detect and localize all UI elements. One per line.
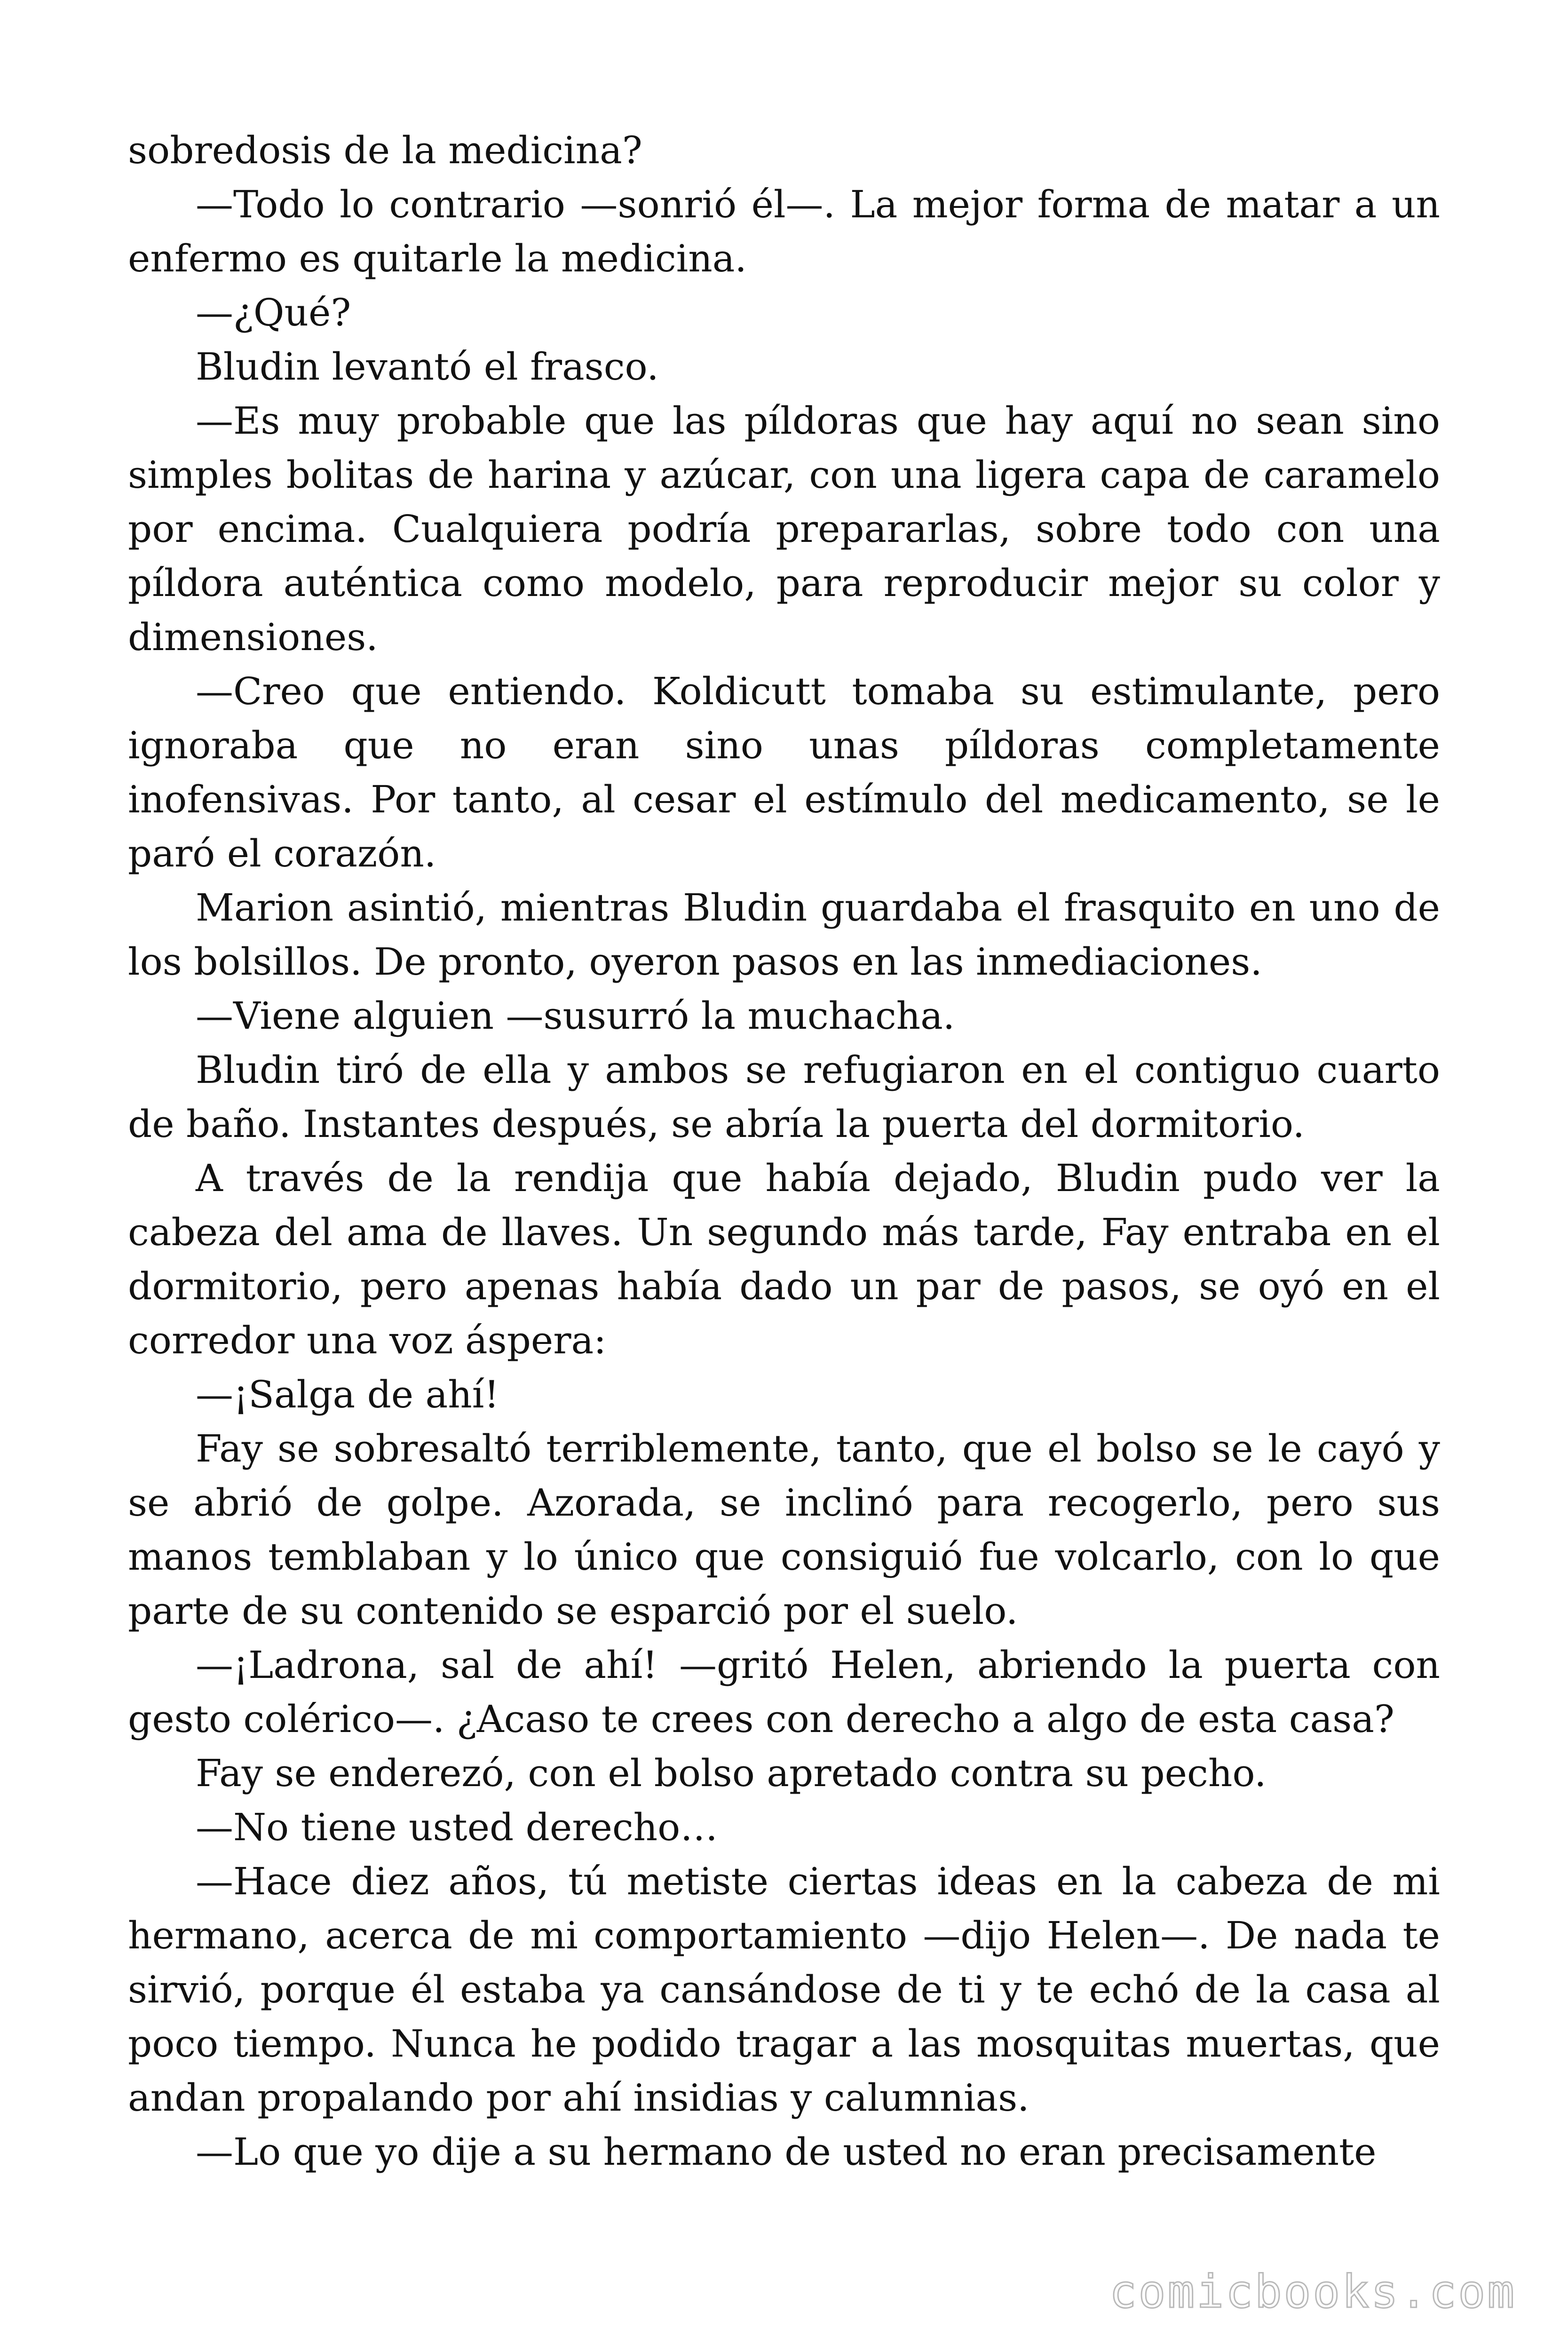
paragraph: Bludin tiró de ella y ambos se refugiaron en el contiguo cuarto de baño. Instantes después, se abría la puerta del dormitorio. [128, 1048, 1440, 1146]
paragraph: —¡Salga de ahí! [196, 1373, 499, 1416]
paragraph: Fay se enderezó, con el bolso apretado contra su pecho. [196, 1751, 1267, 1795]
paragraph: Marion asintió, mientras Bludin guardaba el frasquito en uno de los bolsillos. De pronto, oyeron pasos en las inmediaciones. [128, 886, 1440, 984]
paragraph: —Es muy probable que las píldoras que hay aquí no sean sino simples bolitas de harina y azúcar, con una ligera capa de caramelo por encima. Cualquiera podría prepararlas, sobre todo con una píldora auténtica como modelo, para reproducir mejor su color y dimensiones. [128, 399, 1440, 659]
paragraph: —Creo que entiendo. Koldicutt tomaba su estimulante, pero ignoraba que no eran sino unas píldoras completamente inofensivas. Por tanto, al cesar el estímulo del medicamento, se le paró el corazón. [128, 669, 1440, 875]
paragraph: sobredosis de la medicina? [128, 128, 642, 172]
paragraph: —¡Ladrona, sal de ahí! —gritó Helen, abriendo la puerta con gesto colérico—. ¿Acaso te crees con derecho a algo de esta casa? [128, 1643, 1440, 1741]
paragraph: Fay se sobresaltó terriblemente, tanto, que el bolso se le cayó y se abrió de golpe. Azorada, se inclinó para recogerlo, pero sus manos temblaban y lo único que consiguió fue volcarlo, con lo que parte de su contenido se esparció por el suelo. [128, 1427, 1440, 1633]
paragraph: —Lo que yo dije a su hermano de usted no eran precisamente [196, 2130, 1377, 2174]
page-text [128, 123, 1440, 2179]
paragraph: —Todo lo contrario —sonrió él—. La mejor forma de matar a un enfermo es quitarle la medicina. [128, 183, 1440, 280]
watermark: comicbooks.com [1109, 2265, 1516, 2318]
paragraph: —No tiene usted derecho… [196, 1805, 718, 1849]
paragraph: —Viene alguien —susurró la muchacha. [196, 994, 955, 1038]
paragraph: —¿Qué? [196, 291, 351, 334]
paragraph: A través de la rendija que había dejado, Bludin pudo ver la cabeza del ama de llaves. Un segundo más tarde, Fay entraba en el dormitorio, pero apenas había dado un par de pasos, se oyó en el corredor una voz áspera: [128, 1156, 1440, 1362]
paragraph: —Hace diez años, tú metiste ciertas ideas en la cabeza de mi hermano, acerca de mi comportamiento —dijo Helen—. De nada te sirvió, porque él estaba ya cansándose de ti y te echó de la casa al poco tiempo. Nunca he podido tragar a las mosquitas muertas, que andan propalando por ahí insidias y calumnias. [128, 1859, 1440, 2120]
paragraph: Bludin levantó el frasco. [196, 345, 659, 389]
